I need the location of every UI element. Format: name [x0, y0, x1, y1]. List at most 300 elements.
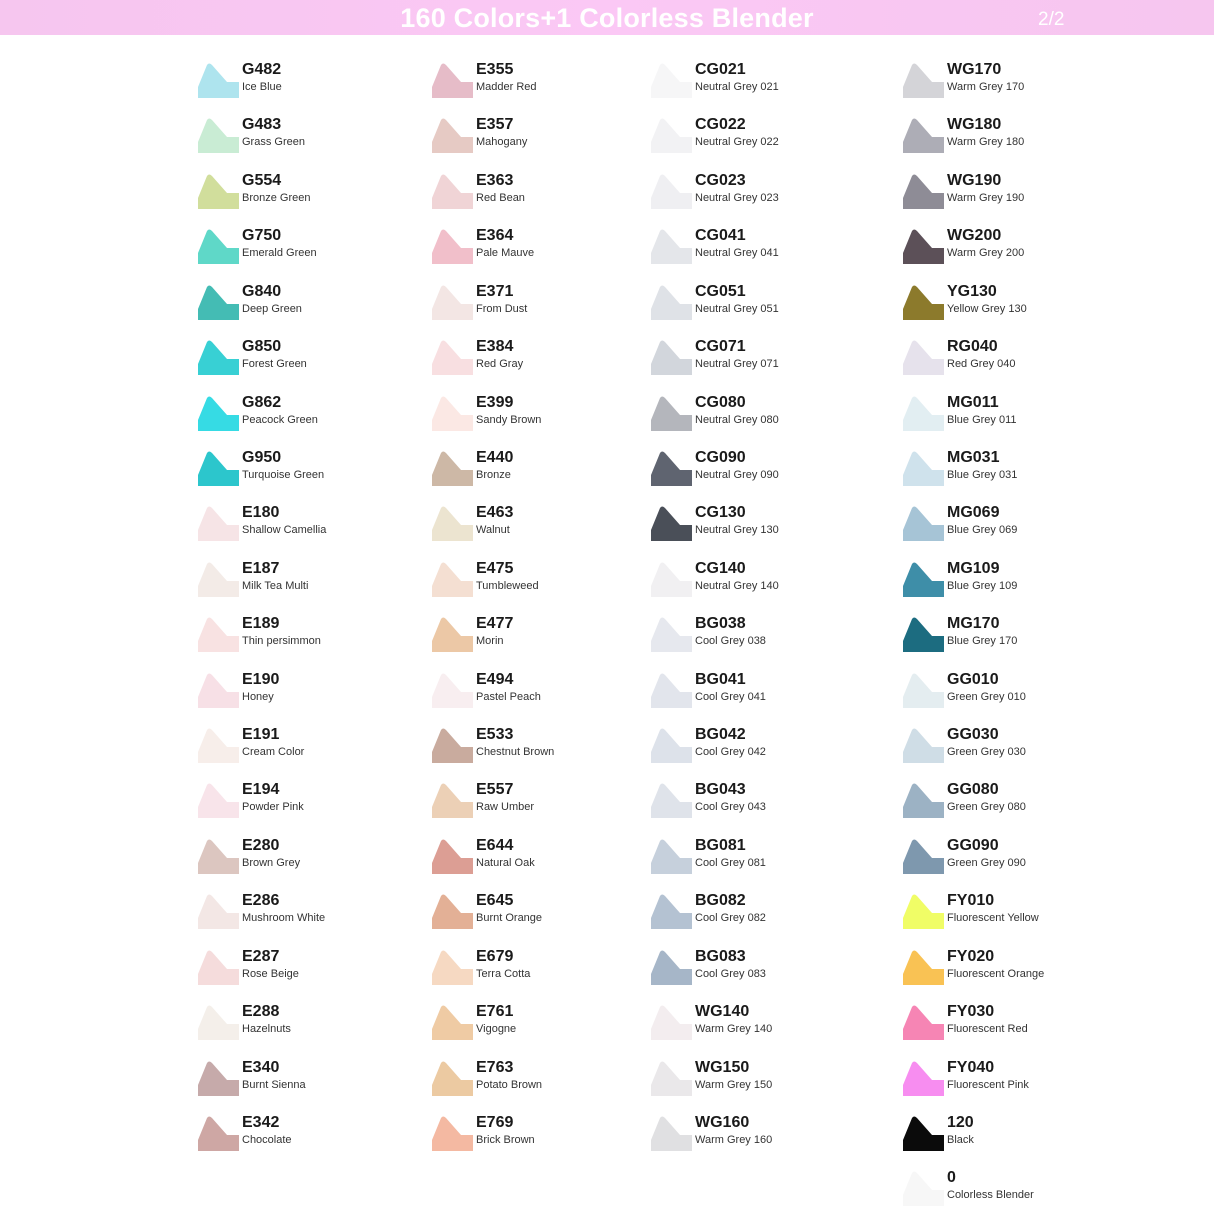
marker-swatch-icon [431, 839, 473, 875]
color-code: G840 [242, 283, 282, 300]
color-swatch-item [431, 449, 661, 501]
color-swatch-item [197, 504, 427, 556]
color-code: RG040 [947, 338, 998, 355]
color-name: Neutral Grey 023 [695, 192, 779, 204]
color-swatch-item [431, 837, 661, 889]
color-name: Cream Color [242, 746, 305, 758]
marker-swatch-icon [431, 1005, 473, 1041]
color-name: Green Grey 030 [947, 746, 1026, 758]
color-code: E187 [242, 560, 280, 577]
marker-swatch-icon [431, 950, 473, 986]
color-name: Brick Brown [476, 1134, 535, 1146]
color-name: Tumbleweed [476, 580, 539, 592]
marker-swatch-icon [431, 229, 473, 265]
marker-swatch-icon [902, 1005, 944, 1041]
color-name: Cool Grey 042 [695, 746, 766, 758]
marker-swatch-icon [902, 894, 944, 930]
color-swatch-item [650, 394, 880, 446]
marker-swatch-icon [431, 340, 473, 376]
marker-swatch-icon [197, 673, 239, 709]
marker-swatch-icon [902, 950, 944, 986]
marker-swatch-icon [650, 229, 692, 265]
marker-swatch-icon [197, 118, 239, 154]
color-code: E440 [476, 449, 514, 466]
marker-swatch-icon [650, 63, 692, 99]
color-name: Grass Green [242, 136, 305, 148]
color-name: Burnt Sienna [242, 1079, 306, 1091]
color-code: FY010 [947, 892, 995, 909]
color-swatch-item [650, 504, 880, 556]
color-code: BG082 [695, 892, 746, 909]
color-code: E280 [242, 837, 280, 854]
marker-swatch-icon [431, 617, 473, 653]
marker-swatch-icon [650, 396, 692, 432]
color-code: CG080 [695, 394, 746, 411]
color-code: E477 [476, 615, 514, 632]
marker-swatch-icon [431, 1061, 473, 1097]
marker-swatch-icon [650, 562, 692, 598]
color-name: Burnt Orange [476, 912, 543, 924]
marker-swatch-icon [197, 340, 239, 376]
color-swatch-item [650, 948, 880, 1000]
color-code: FY040 [947, 1059, 995, 1076]
marker-swatch-icon [902, 229, 944, 265]
color-code: BG041 [695, 671, 746, 688]
color-swatch-item [197, 116, 427, 168]
color-name: Cool Grey 038 [695, 635, 766, 647]
color-name: Pastel Peach [476, 691, 541, 703]
marker-swatch-icon [197, 229, 239, 265]
color-name: Peacock Green [242, 414, 318, 426]
color-code: E286 [242, 892, 280, 909]
color-code: MG069 [947, 504, 1000, 521]
color-name: Fluorescent Pink [947, 1079, 1029, 1091]
color-name: Deep Green [242, 303, 302, 315]
marker-swatch-icon [431, 285, 473, 321]
color-name: Cool Grey 041 [695, 691, 766, 703]
color-swatch-item [650, 116, 880, 168]
marker-swatch-icon [197, 562, 239, 598]
color-swatch-item [650, 1114, 880, 1166]
color-name: Black [947, 1134, 974, 1146]
color-code: E194 [242, 781, 280, 798]
color-swatch-item [902, 892, 1132, 944]
color-name: Neutral Grey 140 [695, 580, 779, 592]
color-name: Shallow Camellia [242, 524, 327, 536]
marker-swatch-icon [650, 118, 692, 154]
color-code: CG041 [695, 227, 746, 244]
color-name: Walnut [476, 524, 510, 536]
color-swatch-item [197, 1059, 427, 1111]
marker-swatch-icon [431, 1116, 473, 1152]
color-code: WG160 [695, 1114, 750, 1131]
color-code: YG130 [947, 283, 997, 300]
marker-swatch-icon [902, 617, 944, 653]
color-code: CG022 [695, 116, 746, 133]
color-name: Warm Grey 150 [695, 1079, 773, 1091]
marker-swatch-icon [650, 285, 692, 321]
color-code: E463 [476, 504, 514, 521]
color-code: BG083 [695, 948, 746, 965]
color-swatch-item [197, 338, 427, 390]
color-code: BG043 [695, 781, 746, 798]
color-name: Fluorescent Yellow [947, 912, 1039, 924]
color-swatch-item [431, 504, 661, 556]
color-swatch-item [431, 116, 661, 168]
color-swatch-item [197, 671, 427, 723]
color-name: Blue Grey 069 [947, 524, 1018, 536]
color-swatch-item [650, 1059, 880, 1111]
color-code: G862 [242, 394, 282, 411]
marker-swatch-icon [650, 1005, 692, 1041]
color-code: E384 [476, 338, 514, 355]
color-code: CG090 [695, 449, 746, 466]
color-swatch-item [431, 227, 661, 279]
color-swatch-item [431, 948, 661, 1000]
color-code: G950 [242, 449, 282, 466]
marker-swatch-icon [902, 1061, 944, 1097]
color-code: GG080 [947, 781, 999, 798]
color-swatch-item [197, 172, 427, 224]
marker-swatch-icon [431, 894, 473, 930]
color-swatch-item [650, 560, 880, 612]
color-code: WG190 [947, 172, 1002, 189]
color-swatch-item [431, 671, 661, 723]
color-swatch-item [902, 671, 1132, 723]
marker-swatch-icon [431, 174, 473, 210]
color-name: Natural Oak [476, 857, 535, 869]
color-name: Vigogne [476, 1023, 517, 1035]
color-swatch-item [650, 172, 880, 224]
marker-swatch-icon [197, 506, 239, 542]
marker-swatch-icon [197, 285, 239, 321]
color-swatch-item [902, 1003, 1132, 1055]
color-code: E533 [476, 726, 514, 743]
color-code: G554 [242, 172, 282, 189]
color-code: E288 [242, 1003, 280, 1020]
marker-swatch-icon [650, 783, 692, 819]
marker-swatch-icon [902, 1116, 944, 1152]
color-code: E342 [242, 1114, 280, 1131]
color-swatch-item [197, 560, 427, 612]
color-code: GG030 [947, 726, 999, 743]
color-swatch-item [650, 227, 880, 279]
color-name: Brown Grey [242, 857, 301, 869]
color-name: Warm Grey 190 [947, 192, 1025, 204]
color-name: Neutral Grey 051 [695, 303, 779, 315]
marker-swatch-icon [431, 118, 473, 154]
color-swatch-item [902, 1059, 1132, 1111]
marker-swatch-icon [902, 396, 944, 432]
color-swatch-item [650, 837, 880, 889]
color-name: Chestnut Brown [476, 746, 555, 758]
color-code: WG200 [947, 227, 1002, 244]
color-code: CG130 [695, 504, 746, 521]
color-code: MG170 [947, 615, 1000, 632]
color-code: MG109 [947, 560, 1000, 577]
color-swatch-item [197, 394, 427, 446]
color-name: Milk Tea Multi [242, 580, 309, 592]
color-code: CG023 [695, 172, 746, 189]
color-code: G483 [242, 116, 282, 133]
color-name: From Dust [476, 303, 528, 315]
color-swatch-item [902, 837, 1132, 889]
marker-swatch-icon [650, 617, 692, 653]
color-swatch-item [431, 726, 661, 778]
color-code: MG031 [947, 449, 1000, 466]
marker-swatch-icon [650, 1116, 692, 1152]
color-name: Potato Brown [476, 1079, 543, 1091]
color-code: MG011 [947, 394, 999, 411]
color-name: Neutral Grey 080 [695, 414, 779, 426]
color-code: E355 [476, 61, 514, 78]
color-code: WG170 [947, 61, 1002, 78]
color-swatch-item [650, 892, 880, 944]
color-name: Cool Grey 083 [695, 968, 766, 980]
color-name: Honey [242, 691, 274, 703]
color-name: Warm Grey 160 [695, 1134, 773, 1146]
color-code: E399 [476, 394, 514, 411]
color-code: 120 [947, 1114, 974, 1131]
color-swatch-item [431, 394, 661, 446]
color-code: G850 [242, 338, 282, 355]
marker-swatch-icon [197, 1061, 239, 1097]
marker-swatch-icon [197, 1116, 239, 1152]
color-code: GG010 [947, 671, 999, 688]
color-swatch-item [902, 227, 1132, 279]
color-code: E287 [242, 948, 280, 965]
color-code: E189 [242, 615, 280, 632]
marker-swatch-icon [431, 673, 473, 709]
color-swatch-item [431, 615, 661, 667]
color-name: Red Bean [476, 192, 525, 204]
color-code: E769 [476, 1114, 514, 1131]
marker-swatch-icon [197, 1005, 239, 1041]
color-name: Red Grey 040 [947, 358, 1016, 370]
color-swatch-item [650, 61, 880, 113]
color-name: Warm Grey 140 [695, 1023, 773, 1035]
color-name: Hazelnuts [242, 1023, 291, 1035]
marker-swatch-icon [431, 783, 473, 819]
color-swatch-item [902, 338, 1132, 390]
color-name: Warm Grey 180 [947, 136, 1025, 148]
marker-swatch-icon [197, 617, 239, 653]
color-swatch-item [902, 394, 1132, 446]
color-code: E190 [242, 671, 280, 688]
color-code: E645 [476, 892, 514, 909]
color-swatch-item [902, 283, 1132, 335]
color-code: E357 [476, 116, 514, 133]
page-indicator: 2/2 [1038, 9, 1065, 30]
color-name: Madder Red [476, 81, 537, 93]
marker-swatch-icon [650, 950, 692, 986]
color-code: CG140 [695, 560, 746, 577]
color-swatch-item [431, 338, 661, 390]
color-swatch-item [197, 781, 427, 833]
color-name: Mushroom White [242, 912, 326, 924]
color-name: Fluorescent Red [947, 1023, 1028, 1035]
marker-swatch-icon [650, 839, 692, 875]
marker-swatch-icon [197, 174, 239, 210]
color-code: E679 [476, 948, 514, 965]
color-swatch-item [197, 1003, 427, 1055]
color-code: CG071 [695, 338, 746, 355]
color-name: Yellow Grey 130 [947, 303, 1027, 315]
marker-swatch-icon [650, 451, 692, 487]
color-swatch-item [902, 61, 1132, 113]
color-name: Blue Grey 109 [947, 580, 1018, 592]
color-name: Cool Grey 082 [695, 912, 766, 924]
color-name: Emerald Green [242, 247, 317, 259]
marker-swatch-icon [902, 673, 944, 709]
marker-swatch-icon [197, 451, 239, 487]
color-code: CG021 [695, 61, 746, 78]
marker-swatch-icon [902, 1171, 944, 1207]
color-name: Pale Mauve [476, 247, 535, 259]
color-name: Chocolate [242, 1134, 292, 1146]
color-swatch-item [902, 1169, 1132, 1221]
color-name: Green Grey 010 [947, 691, 1026, 703]
color-name: Neutral Grey 041 [695, 247, 779, 259]
color-name: Cool Grey 081 [695, 857, 766, 869]
color-swatch-item [431, 1059, 661, 1111]
color-code: CG051 [695, 283, 746, 300]
marker-swatch-icon [902, 63, 944, 99]
color-swatch-item [431, 1114, 661, 1166]
color-swatch-item [902, 504, 1132, 556]
color-code: BG038 [695, 615, 746, 632]
color-swatch-item [650, 338, 880, 390]
color-swatch-item [431, 1003, 661, 1055]
marker-swatch-icon [197, 63, 239, 99]
marker-swatch-icon [650, 174, 692, 210]
color-name: Blue Grey 031 [947, 469, 1018, 481]
marker-swatch-icon [650, 728, 692, 764]
color-swatch-item [431, 61, 661, 113]
marker-swatch-icon [902, 174, 944, 210]
marker-swatch-icon [197, 728, 239, 764]
color-code: G482 [242, 61, 282, 78]
color-code: E180 [242, 504, 280, 521]
color-swatch-item [431, 283, 661, 335]
color-code: WG140 [695, 1003, 750, 1020]
color-code: E364 [476, 227, 514, 244]
marker-swatch-icon [902, 783, 944, 819]
color-name: Bronze Green [242, 192, 311, 204]
color-swatch-item [197, 948, 427, 1000]
color-swatch-item [902, 781, 1132, 833]
color-swatch-item [431, 560, 661, 612]
color-code: WG180 [947, 116, 1002, 133]
color-swatch-item [650, 781, 880, 833]
color-swatch-item [650, 615, 880, 667]
color-swatch-item [197, 892, 427, 944]
color-name: Turquoise Green [242, 469, 325, 481]
color-name: Terra Cotta [476, 968, 531, 980]
color-swatch-item [197, 449, 427, 501]
color-swatch-item [197, 61, 427, 113]
color-name: Neutral Grey 071 [695, 358, 779, 370]
color-name: Green Grey 090 [947, 857, 1026, 869]
color-swatch-item [902, 560, 1132, 612]
color-name: Mahogany [476, 136, 528, 148]
color-swatch-item [902, 1114, 1132, 1166]
color-code: E475 [476, 560, 514, 577]
marker-swatch-icon [902, 285, 944, 321]
marker-swatch-icon [197, 950, 239, 986]
marker-swatch-icon [431, 562, 473, 598]
color-swatch-item [902, 948, 1132, 1000]
marker-swatch-icon [431, 396, 473, 432]
color-name: Green Grey 080 [947, 801, 1026, 813]
marker-swatch-icon [902, 839, 944, 875]
marker-swatch-icon [902, 562, 944, 598]
color-name: Blue Grey 011 [947, 414, 1017, 426]
color-code: FY030 [947, 1003, 995, 1020]
color-name: Colorless Blender [947, 1189, 1034, 1201]
marker-swatch-icon [650, 673, 692, 709]
marker-swatch-icon [650, 894, 692, 930]
color-swatch-item [902, 172, 1132, 224]
color-code: E363 [476, 172, 514, 189]
color-swatch-item [650, 283, 880, 335]
color-swatch-item [902, 726, 1132, 778]
color-name: Powder Pink [242, 801, 304, 813]
color-name: Bronze [476, 469, 511, 481]
color-name: Fluorescent Orange [947, 968, 1045, 980]
color-swatch-item [197, 227, 427, 279]
marker-swatch-icon [902, 506, 944, 542]
color-code: E761 [476, 1003, 514, 1020]
color-swatch-item [197, 1114, 427, 1166]
marker-swatch-icon [431, 506, 473, 542]
color-swatch-item [902, 116, 1132, 168]
color-code: 0 [947, 1169, 956, 1186]
marker-swatch-icon [197, 894, 239, 930]
color-name: Blue Grey 170 [947, 635, 1018, 647]
color-code: E371 [476, 283, 514, 300]
color-swatch-item [902, 449, 1132, 501]
color-name: Raw Umber [476, 801, 535, 813]
color-swatch-item [197, 615, 427, 667]
color-swatch-item [650, 726, 880, 778]
color-name: Ice Blue [242, 81, 282, 93]
color-code: E644 [476, 837, 514, 854]
color-name: Neutral Grey 022 [695, 136, 779, 148]
color-code: E340 [242, 1059, 280, 1076]
color-swatch-item [902, 615, 1132, 667]
color-name: Neutral Grey 021 [695, 81, 779, 93]
marker-swatch-icon [902, 451, 944, 487]
color-code: E494 [476, 671, 514, 688]
color-name: Morin [476, 635, 504, 647]
marker-swatch-icon [431, 451, 473, 487]
marker-swatch-icon [902, 340, 944, 376]
marker-swatch-icon [650, 506, 692, 542]
color-code: WG150 [695, 1059, 750, 1076]
color-code: E557 [476, 781, 514, 798]
color-swatch-item [650, 671, 880, 723]
color-swatch-item [650, 1003, 880, 1055]
color-name: Warm Grey 170 [947, 81, 1025, 93]
color-name: Neutral Grey 130 [695, 524, 779, 536]
marker-swatch-icon [902, 118, 944, 154]
marker-swatch-icon [902, 728, 944, 764]
marker-swatch-icon [650, 1061, 692, 1097]
color-code: BG042 [695, 726, 746, 743]
color-name: Warm Grey 200 [947, 247, 1025, 259]
color-name: Sandy Brown [476, 414, 542, 426]
